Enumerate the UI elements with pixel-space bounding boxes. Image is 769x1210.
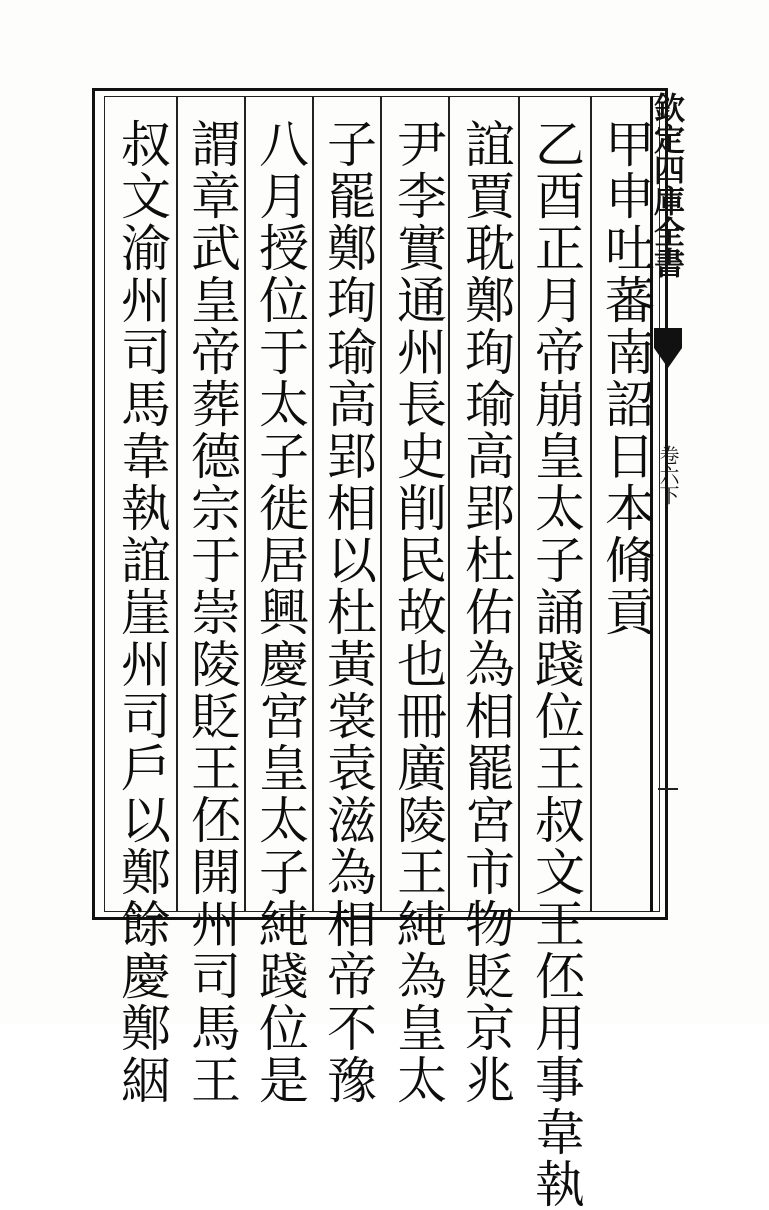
text-column-heading: 甲申吐蕃南詔日本脩貢 — [597, 118, 655, 638]
text-column: 乙酉正月帝崩皇太子誦踐位王叔文王伾用事韋執 — [527, 118, 585, 1210]
volume-label: 卷六下 — [656, 445, 680, 505]
text-column: 八月授位于太子徙居興慶宮皇太子純踐位是 — [251, 118, 309, 1106]
text-column: 尹李實通州長史削民故也冊廣陵王純為皇太 — [389, 118, 447, 1106]
column-divider — [518, 96, 520, 912]
margin-mark — [658, 788, 678, 790]
column-divider — [176, 96, 178, 912]
text-column: 子罷鄭珣瑜高郢相以杜黃裳袁滋為相帝不豫 — [319, 118, 377, 1106]
text-column: 叔文渝州司馬韋執誼崖州司戶以鄭餘慶鄭絪 — [113, 118, 171, 1106]
text-column: 誼賈耽鄭珣瑜高郢杜佑為相罷宮市物貶京兆 — [457, 118, 515, 1106]
column-divider — [244, 96, 246, 912]
column-divider — [380, 96, 382, 912]
book-title: 欽定四庫全書 — [648, 92, 684, 278]
column-divider — [312, 96, 314, 912]
column-divider — [448, 96, 450, 912]
column-divider — [590, 96, 592, 912]
text-column: 謂章武皇帝葬德宗于崇陵貶王伾開州司馬王 — [183, 118, 241, 1106]
